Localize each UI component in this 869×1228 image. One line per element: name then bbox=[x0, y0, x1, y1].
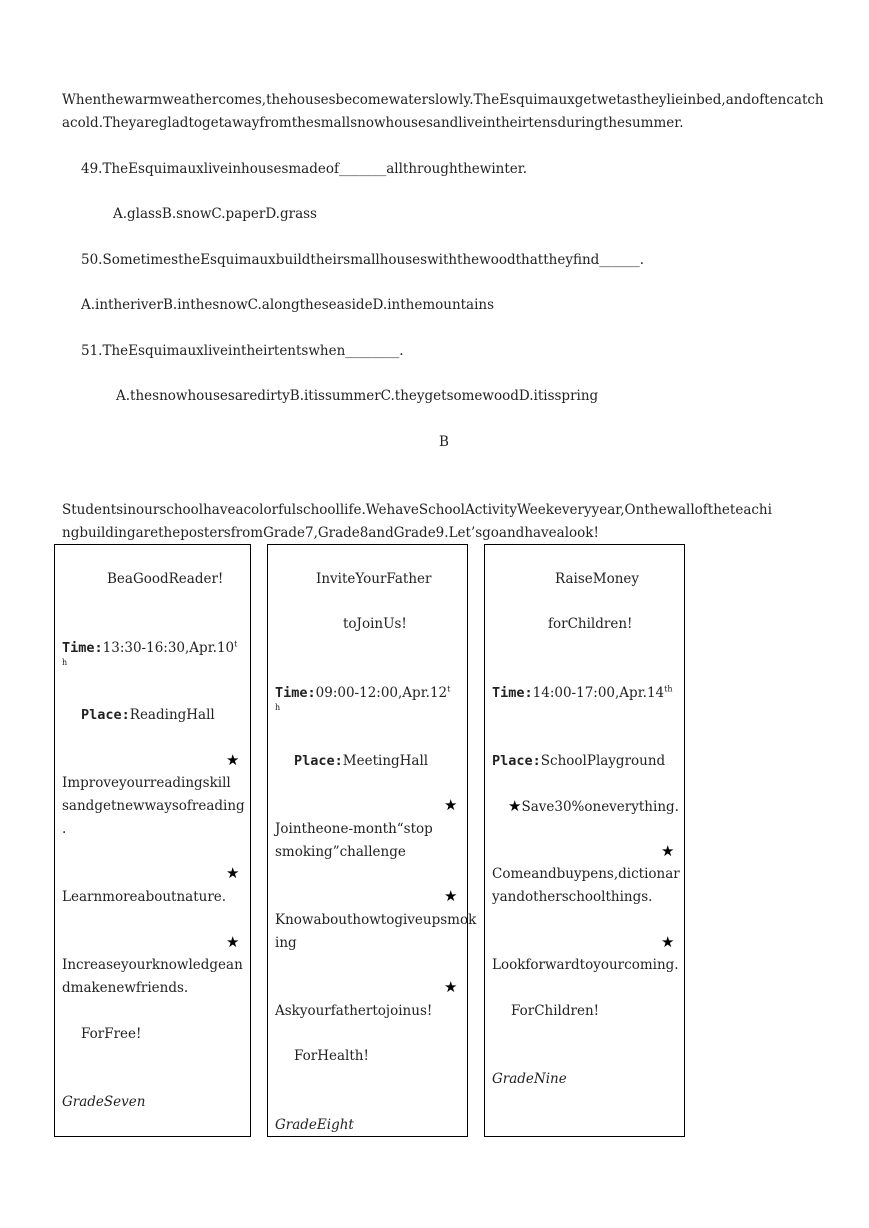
question-49-options: A.glassB.snowC.paperD.grass bbox=[113, 206, 317, 222]
place-label: Place: bbox=[81, 707, 130, 723]
poster-signature: GradeSeven bbox=[62, 1094, 146, 1110]
poster-signature: GradeNine bbox=[492, 1071, 567, 1087]
time-value: 09:00-12:00,Apr.12 bbox=[315, 685, 448, 701]
poster-footer: ForChildren! bbox=[511, 1003, 600, 1019]
time-suffix: th bbox=[664, 684, 673, 694]
section-b-intro-line-1: Studentsinourschoolhaveacolorfulschoollife.WehaveSchoolActivityWeekeveryyear,Onthewalloftheteachi bbox=[62, 502, 772, 518]
poster-item-line: smoking”challenge bbox=[275, 844, 406, 860]
poster-title: forChildren! bbox=[548, 616, 633, 632]
poster-footer: ForFree! bbox=[81, 1026, 142, 1042]
time-label: Time: bbox=[275, 685, 316, 701]
poster-item-text: Save30%oneverything. bbox=[521, 799, 679, 815]
poster-title: RaiseMoney bbox=[555, 571, 640, 587]
black-star-icon: ★ bbox=[226, 864, 240, 882]
black-star-icon: ★ bbox=[661, 933, 675, 951]
black-star-icon: ★ bbox=[444, 978, 458, 996]
poster-signature: GradeEight bbox=[275, 1117, 354, 1133]
time-label: Time: bbox=[62, 640, 103, 656]
time-suffix-wrap: h bbox=[62, 658, 68, 667]
poster-item-line: Askyourfathertojoinus! bbox=[275, 1003, 433, 1019]
section-b-heading: B bbox=[439, 434, 449, 450]
poster-item-line: Comeandbuypens,dictionar bbox=[492, 866, 680, 882]
poster-time bbox=[275, 682, 450, 705]
poster-item-line: Knowabouthowtogiveupsmok bbox=[275, 912, 477, 928]
black-star-icon: ★ bbox=[226, 933, 240, 951]
poster-item-line: Jointheone-month“stop bbox=[275, 821, 433, 837]
black-star-icon: ★ bbox=[226, 751, 240, 769]
question-51-stem: 51.TheEsquimauxliveintheirtentswhen________. bbox=[81, 343, 404, 359]
poster-time bbox=[492, 682, 673, 705]
time-value: 14:00-17:00,Apr.14 bbox=[532, 685, 665, 701]
question-49-stem: 49.TheEsquimauxliveinhousesmadeof_______allthroughthewinter. bbox=[81, 161, 528, 177]
poster-item-line: . bbox=[62, 821, 67, 837]
time-value: 13:30-16:30,Apr.10 bbox=[102, 640, 235, 656]
poster-time bbox=[62, 637, 237, 660]
poster-grade-seven bbox=[54, 544, 251, 1137]
black-star-icon: ★ bbox=[444, 887, 458, 905]
place-label: Place: bbox=[294, 753, 343, 769]
black-star-icon: ★ bbox=[444, 796, 458, 814]
time-suffix: t bbox=[234, 639, 238, 649]
poster-item-line: dmakenewfriends. bbox=[62, 980, 189, 996]
time-label: Time: bbox=[492, 685, 533, 701]
poster-item-line: Learnmoreaboutnature. bbox=[62, 889, 227, 905]
black-star-icon: ★ bbox=[661, 842, 675, 860]
time-suffix-wrap: h bbox=[275, 703, 281, 712]
poster-item-line: ing bbox=[275, 935, 297, 951]
place-label: Place: bbox=[492, 753, 541, 769]
poster-item-line: yandotherschoolthings. bbox=[492, 889, 653, 905]
poster-title: InviteYourFather bbox=[316, 571, 432, 587]
question-51-options: A.thesnowhousesaredirtyB.itissummerC.theygetsomewoodD.itisspring bbox=[116, 388, 599, 404]
poster-footer: ForHealth! bbox=[294, 1048, 369, 1064]
question-50-stem: 50.SometimestheEsquimauxbuildtheirsmallhouseswiththewoodthattheyfind______. bbox=[81, 252, 645, 268]
black-star-icon: ★ bbox=[508, 797, 522, 815]
place-value: SchoolPlayground bbox=[540, 753, 666, 769]
poster-item-line: Lookforwardtoyourcoming. bbox=[492, 957, 679, 973]
poster-grade-nine bbox=[484, 544, 685, 1137]
poster-item-line bbox=[508, 795, 679, 819]
poster-place bbox=[492, 750, 665, 773]
poster-item-line: Improveyourreadingskill bbox=[62, 775, 231, 791]
place-value: MeetingHall bbox=[342, 753, 429, 769]
poster-item-line: sandgetnewwaysofreading bbox=[62, 798, 245, 814]
poster-title: toJoinUs! bbox=[343, 616, 407, 632]
poster-item-line: Increaseyourknowledgean bbox=[62, 957, 243, 973]
poster-title: BeaGoodReader! bbox=[107, 571, 224, 587]
passage-a-line-1: Whenthewarmweathercomes,thehousesbecomewaterslowly.TheEsquimauxgetwetastheylieinbed,andoftencatch bbox=[62, 92, 824, 108]
passage-a-line-2: acold.Theyaregladtogetawayfromthesmallsnowhousesandliveintheirtensduringthesummer. bbox=[62, 115, 684, 131]
poster-grade-eight bbox=[267, 544, 477, 1137]
section-b-intro-line-2: ngbuildingarethepostersfromGrade7,Grade8andGrade9.Let’sgoandhavealook! bbox=[62, 525, 599, 541]
poster-place bbox=[294, 750, 428, 773]
place-value: ReadingHall bbox=[129, 707, 215, 723]
time-suffix: t bbox=[447, 684, 451, 694]
poster-place bbox=[81, 704, 215, 727]
question-50-options: A.intheriverB.inthesnowC.alongtheseasideD.inthemountains bbox=[81, 297, 495, 313]
